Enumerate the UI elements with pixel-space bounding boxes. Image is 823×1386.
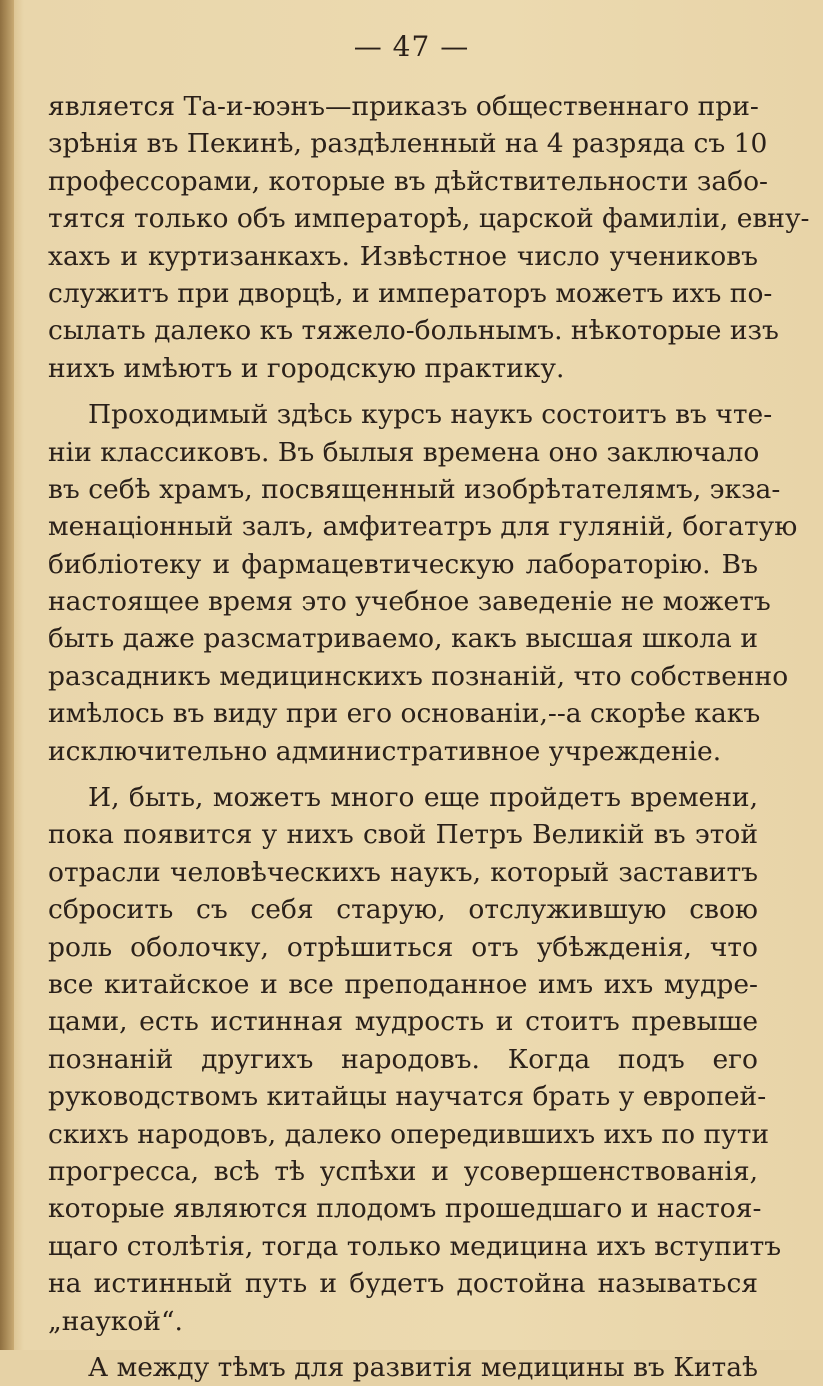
text-line: руководствомъ китайцы научатся брать у европей-: [48, 1081, 767, 1113]
text-line: менаціонный залъ, амфитеатръ для гуляній, богатую: [48, 511, 798, 543]
text-line: въ себѣ храмъ, посвященный изобрѣтателямъ, экза-: [48, 473, 781, 505]
text-line: является Та-и-юэнъ—приказъ общественнаго при-: [48, 91, 759, 122]
text-line: которые являются плодомъ прошедшаго и настоя-: [48, 1193, 762, 1225]
text-line: щаго столѣтія, тогда только медицина ихъ вступитъ: [48, 1230, 782, 1262]
text-line: И, быть, можетъ много еще пройдетъ времени,: [88, 782, 758, 814]
text-line: нихъ имѣютъ и городскую практику.: [48, 352, 565, 384]
text-line: все китайское и все преподанное имъ ихъ мудре-: [48, 968, 758, 1000]
text-line: сылать далеко къ тяжело-больнымъ. нѣкоторые изъ: [48, 315, 779, 347]
text-line: разсадникъ медицинскихъ познаній, что собственно: [48, 660, 789, 692]
text-line: роль оболочку, отрѣшиться отъ убѣжденія, что: [48, 931, 758, 963]
text-line: профессорами, которые въ дѣйствительности забо-: [48, 165, 768, 197]
text-line: Проходимый здѣсь курсъ наукъ состоитъ въ чте-: [88, 399, 773, 431]
text-line: прогресса, всѣ тѣ успѣхи и усовершенствованія,: [48, 1155, 758, 1187]
paragraph-2: [48, 396, 798, 770]
text-line: тятся только объ императорѣ, царской фамиліи, евну-: [48, 203, 810, 235]
text-line: хахъ и куртизанкахъ. Извѣстное число учениковъ: [48, 240, 758, 272]
body-text: [48, 88, 810, 1386]
text-line: А между тѣмъ для развитія медицины въ Китаѣ: [88, 1351, 758, 1383]
text-line: служитъ при дворцѣ, и императоръ можетъ ихъ по-: [48, 277, 773, 309]
page-binding-shadow: [0, 0, 14, 1350]
text-line: познаній другихъ народовъ. Когда подъ его: [48, 1043, 758, 1075]
text-line: имѣлось въ виду при его основаніи,--а скорѣе какъ: [48, 698, 761, 730]
text-line: библіотеку и фармацевтическую лабораторію. Въ: [48, 548, 758, 580]
text-line: пока появится у нихъ свой Петръ Великій въ этой: [48, 819, 758, 851]
page-number: — 47 —: [353, 30, 470, 63]
text-line: сбросить съ себя старую, отслужившую свою: [48, 894, 758, 926]
paragraph-3: [48, 779, 782, 1340]
text-line: на истинный путь и будетъ достойна называться: [48, 1268, 758, 1300]
paragraph-1: [48, 88, 810, 387]
text-line: скихъ народовъ, далеко опередившихъ ихъ по пути: [48, 1118, 770, 1150]
paragraph-4: [48, 1349, 758, 1386]
text-line: ніи классиковъ. Въ былыя времена оно заключало: [48, 436, 760, 468]
text-line: настоящее время это учебное заведеніе не можетъ: [48, 586, 771, 618]
text-line: исключительно административное учрежденіе.: [48, 735, 722, 767]
text-line: быть даже разсматриваемо, какъ высшая школа и: [48, 623, 758, 655]
text-line: цами, есть истинная мудрость и стоитъ превыше: [48, 1006, 758, 1038]
text-line: отрасли человѣческихъ наукъ, который заставитъ: [48, 856, 758, 888]
text-line: зрѣнія въ Пекинѣ, раздѣленный на 4 разряда съ 10: [48, 128, 768, 160]
text-line: „наукой“.: [48, 1305, 183, 1337]
